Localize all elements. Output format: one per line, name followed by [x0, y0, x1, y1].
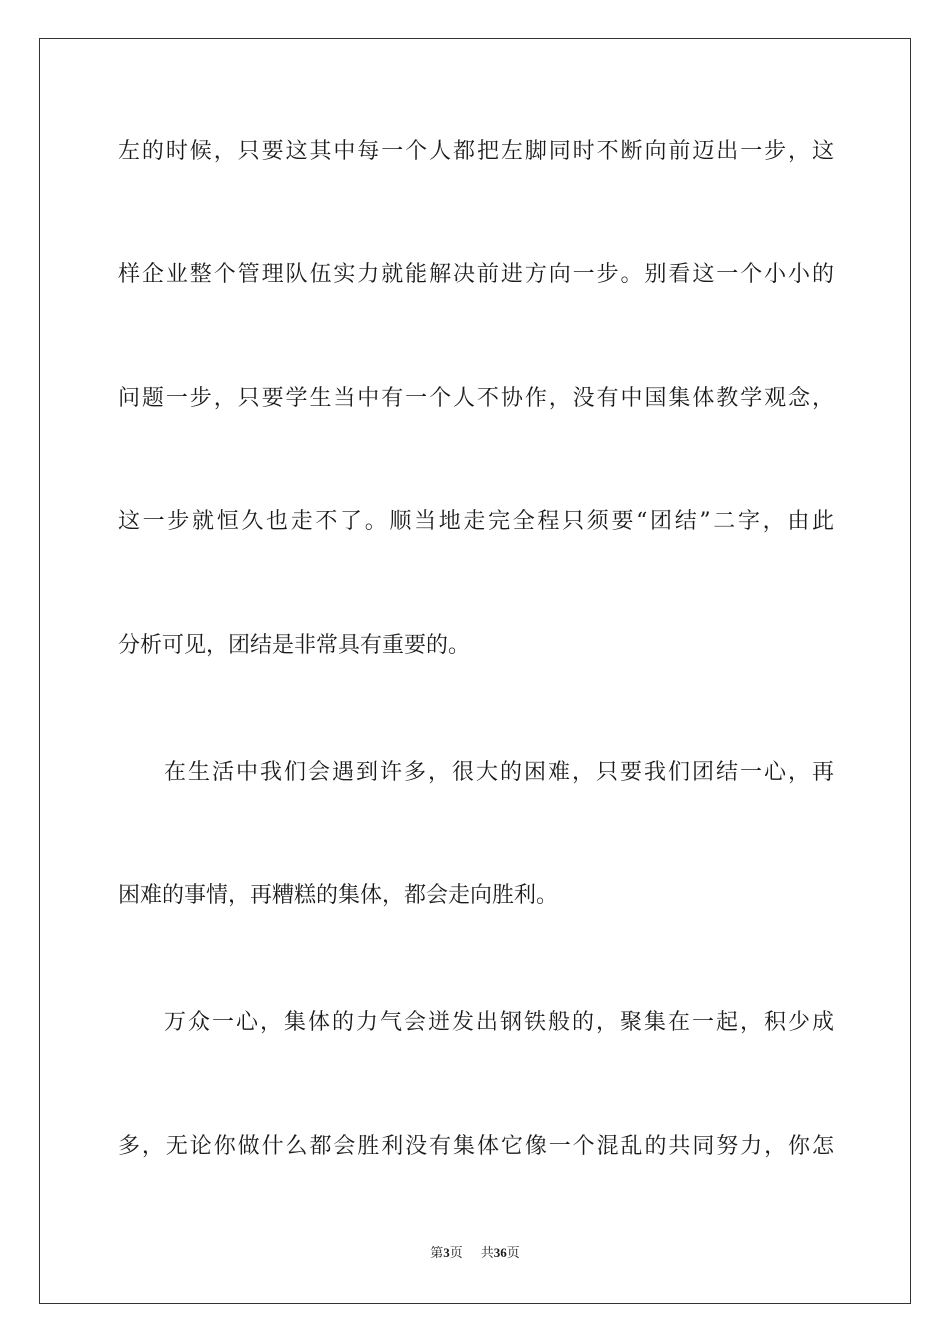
body-text-line: 问题一步，只要学生当中有一个人不协作，没有中国集体教学观念，: [118, 386, 834, 411]
body-text-line: 多，无论你做什么都会胜利没有集体它像一个混乱的共同努力，你怎: [118, 1134, 834, 1159]
body-text-line: 在生活中我们会遇到许多，很大的困难，只要我们团结一心，再: [164, 760, 834, 785]
total-prefix: 共: [480, 1246, 494, 1261]
body-text-line: 左的时候，只要这其中每一个人都把左脚同时不断向前迈出一步，这: [118, 139, 834, 164]
page-frame: [39, 38, 911, 1304]
body-text-line: 分析可见，团结是非常具有重要的。: [118, 633, 471, 658]
body-text-line: 万众一心，集体的力气会迸发出钢铁般的，聚集在一起，积少成: [164, 1010, 834, 1035]
body-text-line: 样企业整个管理队伍实力就能解决前进方向一步。别看这一个小小的: [118, 262, 834, 287]
body-text-line: 这一步就恒久也走不了。顺当地走完全程只须要“团结”二字，由此: [118, 509, 834, 534]
total-suffix: 页: [506, 1246, 520, 1261]
page-current-number: 3: [443, 1245, 450, 1260]
body-text-line: 困难的事情，再糟糕的集体，都会走向胜利。: [118, 883, 559, 908]
page-prefix: 第: [430, 1246, 444, 1261]
page-suffix: 页: [449, 1246, 463, 1261]
page-total-number: 36: [493, 1245, 507, 1260]
page-footer: [0, 1244, 950, 1263]
